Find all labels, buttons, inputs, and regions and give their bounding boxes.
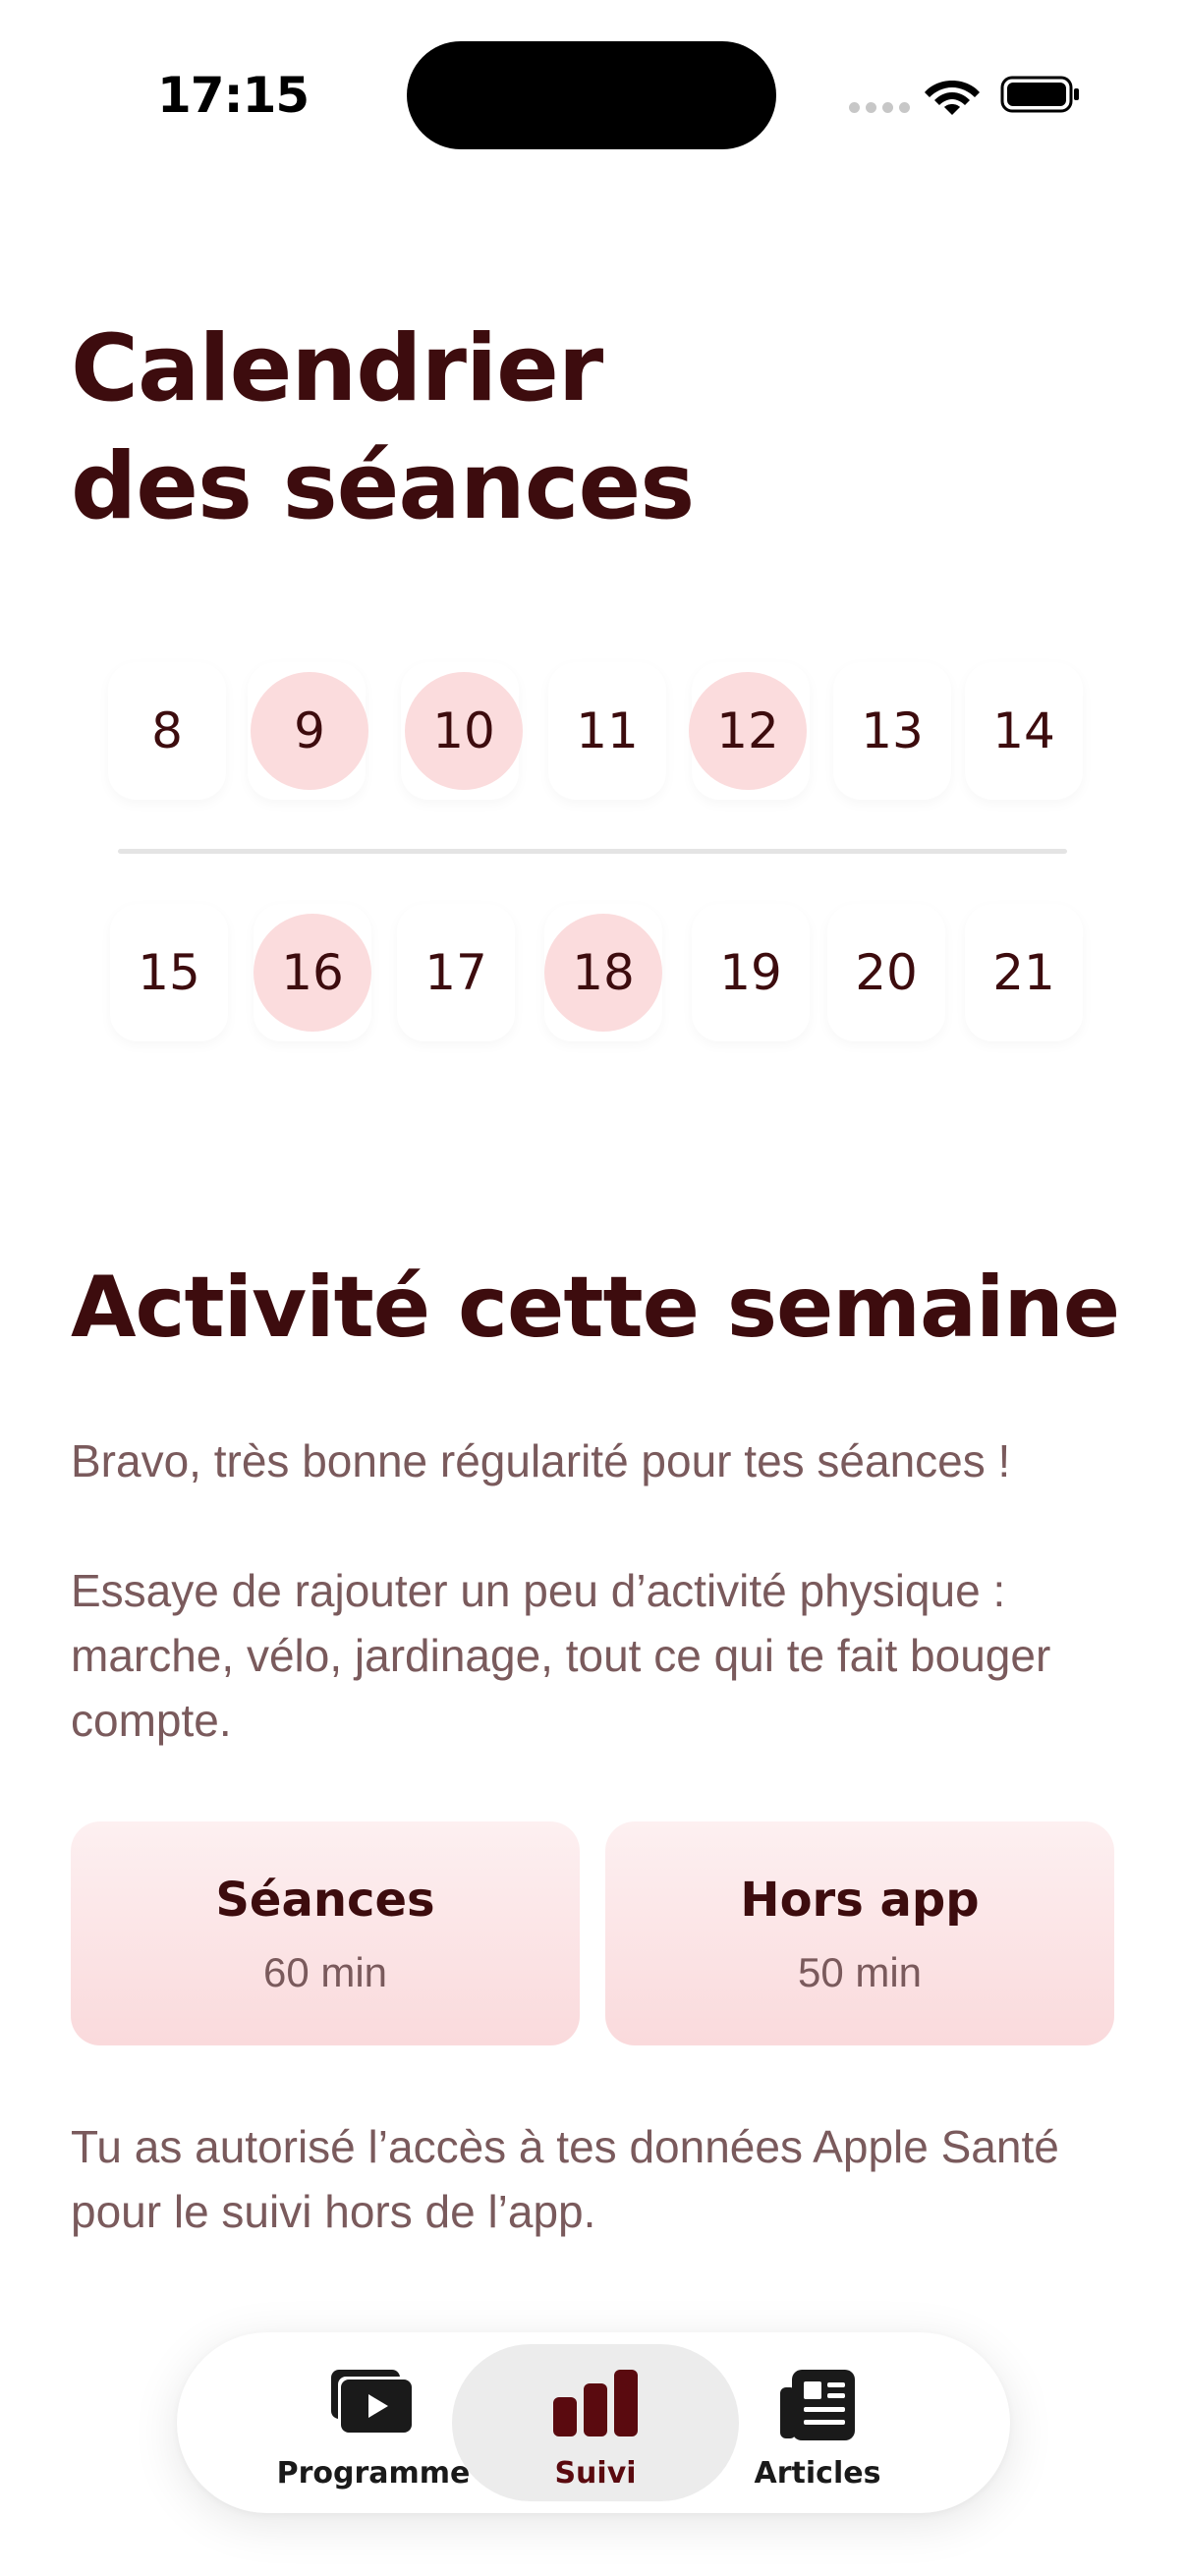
calendar-day[interactable]: 9 <box>251 672 368 790</box>
calendar-day[interactable]: 13 <box>861 702 924 759</box>
play-stack-icon <box>329 2368 418 2442</box>
battery-icon <box>1000 75 1081 114</box>
calendar-day[interactable]: 12 <box>689 672 807 790</box>
tab-label: Programme <box>276 2456 471 2491</box>
calendar-day[interactable]: 20 <box>855 944 918 1001</box>
calendar-title-line-2: des séances <box>71 433 695 540</box>
dynamic-island <box>407 41 776 149</box>
tab-articles[interactable] <box>682 2344 953 2501</box>
activity-title: Activité cette semaine <box>71 1259 1120 1357</box>
calendar-title-line-1: Calendrier <box>71 315 603 422</box>
tab-bar <box>177 2332 1010 2513</box>
calendar-day[interactable]: 18 <box>544 914 662 1032</box>
stat-value: 50 min <box>797 1949 923 1995</box>
bar-chart-icon <box>551 2368 640 2438</box>
calendar-day[interactable]: 8 <box>151 702 183 759</box>
status-time: 17:15 <box>157 67 310 124</box>
stat-label: Séances <box>215 1873 435 1928</box>
calendar-day[interactable]: 16 <box>254 914 371 1032</box>
stat-card-sessions <box>71 1821 580 2045</box>
activity-message-suggestion: Essaye de rajouter un peu d’activité physique : marche, vélo, jardinage, tout ce qui te fait bouger compte. <box>71 1565 1051 1746</box>
calendar-day[interactable]: 15 <box>138 944 200 1001</box>
tab-label: Suivi <box>554 2456 637 2491</box>
calendar-day[interactable]: 11 <box>576 702 639 759</box>
calendar-day[interactable]: 17 <box>424 944 487 1001</box>
calendar-week-1 <box>0 662 1185 800</box>
calendar-day[interactable]: 19 <box>719 944 782 1001</box>
status-bar <box>0 0 1185 196</box>
tab-label: Articles <box>754 2456 881 2491</box>
calendar-day[interactable]: 10 <box>405 672 523 790</box>
calendar-day[interactable]: 14 <box>992 702 1055 759</box>
calendar-week-2 <box>0 904 1185 1041</box>
stat-value: 60 min <box>262 1949 388 1995</box>
calendar-title <box>71 310 1112 546</box>
stat-label: Hors app <box>740 1873 980 1928</box>
health-access-note: Tu as autorisé l’accès à tes données Apple Santé pour le suivi hors de l’app. <box>71 2121 1059 2237</box>
calendar-day[interactable]: 21 <box>992 944 1055 1001</box>
activity-message-regularity: Bravo, très bonne régularité pour tes séances ! <box>71 1435 1011 1486</box>
stat-card-outside-app <box>605 1821 1114 2045</box>
wifi-icon <box>924 73 981 116</box>
newspaper-icon <box>778 2368 857 2442</box>
calendar-divider <box>118 849 1067 854</box>
cellular-signal-icon <box>849 102 910 113</box>
